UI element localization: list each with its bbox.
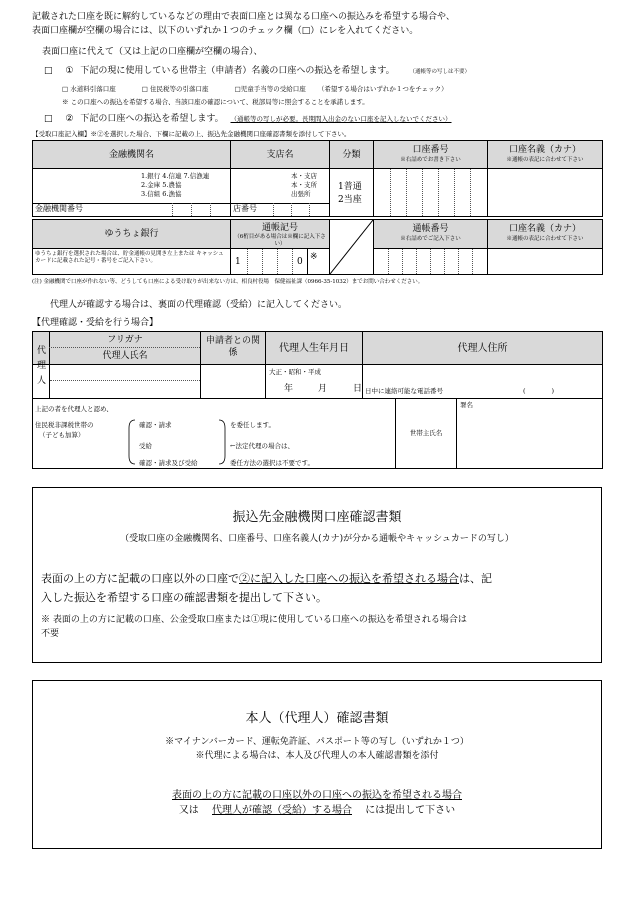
bank-types-2: 2.金庫 5.農協	[141, 181, 182, 189]
bank-types-3: 3.信組 6.漁協	[141, 190, 182, 198]
proxy-name-input[interactable]	[50, 381, 200, 398]
bank-table	[32, 140, 603, 217]
proxy-phone-input[interactable]: ( )	[523, 387, 555, 395]
id-doc-title: 本人（代理人）確認書類	[245, 711, 389, 726]
bank-doc-body-a: 表面の上の方に記載の口座以外の口座で	[41, 572, 239, 585]
yucho-number-input[interactable]	[374, 249, 487, 274]
yucho-note: ゆうちょ銀行を選択された場合は、貯金通帳の見開き左上または キャッシュカードに記載された記号・番号をご記入下さい。	[35, 251, 224, 264]
bank-doc-title: 振込先金融機関口座確認書類	[232, 510, 402, 525]
option2-text: 下記の口座への振込を希望します。	[80, 114, 224, 124]
intro-line-1: 記載された口座を既に解約しているなどの理由で表面口座とは異なる口座への振込みを希望する場合や、	[32, 12, 455, 22]
branch-types-3: 出張所	[291, 190, 311, 198]
option1-text: 下記の現に使用している世帯主（申請者）名義の口座への振込を希望します。	[80, 66, 395, 76]
proxy-household-1: 住民税非課税世帯の	[35, 421, 94, 429]
account-type-2[interactable]: 2当座	[338, 195, 362, 205]
id-doc-box	[32, 680, 602, 849]
yucho-symbol-header: 通帳記号	[261, 223, 298, 233]
id-doc-line-3: 表面の上の方に記載の口座以外の口座への振込を希望される場合	[172, 790, 462, 801]
id-doc-line-4-underline: 代理人が確認（受給）する場合	[212, 805, 352, 816]
bank-header-account: 口座番号	[412, 145, 449, 155]
option1-sub-tax[interactable]: □ 住民税等の引落口座	[141, 85, 209, 93]
option1-sub-water[interactable]: □ 水道料引落口座	[62, 85, 116, 93]
id-doc-line-2: ※代理による場合は、本人及び代理人の本人確認書類を添付	[195, 751, 439, 761]
option1-sub-note: （希望する場合はいずれか１つをチェック）	[317, 85, 448, 93]
proxy-relation-input[interactable]	[201, 365, 265, 398]
proxy-era[interactable]: 大正・昭和・平成	[269, 368, 321, 376]
bank-header-account-sub: ※右詰めでお書き下さい	[400, 157, 461, 163]
proxy-delegate-suffix: を委任します。	[230, 421, 275, 429]
option2-number: ②	[65, 114, 74, 124]
id-doc-line-4	[33, 804, 601, 817]
option1-sub-allowance[interactable]: □児童手当等の受給口座	[234, 85, 306, 93]
branch-code-label: 店番号	[233, 204, 257, 213]
bank-header-holder: 口座名義（カナ）	[508, 145, 581, 155]
proxy-legal-1: ←法定代理の場合は、	[230, 442, 294, 450]
proxy-option-1[interactable]: 確認・請求	[139, 421, 172, 429]
account-type-1[interactable]: 1普通	[338, 182, 362, 192]
proxy-section-label: 【代理確認・受給を行う場合】	[32, 318, 159, 328]
id-doc-line-1: ※マイナンバーカード、運転免許証、パスポート等の写し（いずれか１つ）	[165, 737, 469, 747]
bank-doc-subtitle: （受取口座の金融機関名、口座番号、口座名義人(カナ)が分かる通帳やキャッシュカードの写し）	[120, 534, 514, 544]
option1-sub-row	[62, 85, 448, 93]
bank-types-1: 1.銀行 4.信連 7.信漁連	[141, 172, 210, 180]
option1-checkbox[interactable]: □	[44, 66, 53, 76]
bank-header-type: 分類	[342, 150, 361, 160]
id-doc-line-4-a: 又は	[178, 805, 199, 816]
yucho-holder-header: 口座名義（カナ）	[508, 224, 581, 234]
proxy-name-header: 代理人氏名	[102, 351, 148, 361]
bank-section-label: 【受取口座記入欄】※②を選択した場合、下欄に記載の上、振込先金融機関口座確認書類を添付して下さい。	[32, 130, 351, 138]
yucho-number-sub: ※右詰めでご記入下さい	[400, 236, 461, 242]
yucho-diagonal	[330, 220, 373, 274]
id-doc-line-4-b: には提出して下さい	[365, 805, 456, 816]
proxy-signature-field[interactable]	[457, 412, 602, 468]
bank-doc-body-2: 入した振込を希望する口座の確認書類を提出して下さい。	[41, 591, 327, 604]
bank-header-branch: 支店名	[266, 150, 294, 160]
proxy-address-input[interactable]	[363, 365, 602, 385]
option2-row	[44, 113, 452, 125]
yucho-holder-input[interactable]	[488, 249, 602, 274]
proxy-table	[32, 331, 603, 469]
branch-types-1: 本・支店	[291, 172, 317, 180]
bank-doc-body-b: は、記	[459, 572, 492, 585]
option2-checkbox[interactable]: □	[44, 114, 53, 124]
option2-note: （通帳等の写しが必要。長期間入出金のない口座を記入しないでください）	[230, 115, 452, 123]
option1-row	[44, 65, 470, 77]
account-holder-input[interactable]	[488, 169, 602, 216]
proxy-side-2: 理	[37, 361, 47, 371]
bank-doc-note-2: 不要	[41, 629, 60, 639]
bank-doc-body-1	[41, 572, 492, 586]
yucho-symbol-input[interactable]	[231, 249, 329, 274]
proxy-furigana-header: フリガナ	[107, 335, 143, 345]
proxy-delegate-line: 上記の者を代理人と認め、	[35, 405, 113, 413]
account-number-input[interactable]	[374, 169, 487, 216]
proxy-address-header: 代理人住所	[457, 343, 508, 354]
proxy-side-3: 人	[37, 376, 47, 386]
option1-note: （通帳等の写しは不要）	[409, 69, 471, 75]
intro-line-2: 表面口座欄が空欄の場合には、以下のいずれか１つのチェック欄（□）にレを入れてください。	[32, 26, 419, 36]
proxy-intro: 代理人が確認する場合は、裏面の代理確認（受給）に記入してください。	[50, 300, 348, 310]
bank-note: (注) 金融機関で口座が作れない等、どうしても口座による受け取りが出来ない方は、相良村役場 保健福祉課（0966-35-1032）までお問い合わせください。	[32, 279, 424, 285]
proxy-phone-label: 日中に連絡可能な電話番号	[365, 387, 443, 395]
yucho-number-header: 通帳番号	[412, 224, 449, 234]
proxy-birth-month: 月	[318, 384, 328, 394]
proxy-birth-day: 日	[353, 384, 363, 394]
proxy-option-3[interactable]: 確認・請求及び受給	[139, 459, 198, 467]
intro-line-3: 表面口座に代えて（又は上記の口座欄が空欄の場合）、	[42, 47, 263, 57]
proxy-household-2: （子ども加算）	[39, 431, 85, 439]
bank-doc-body-underline: ②に記入した口座への振込を希望される場合	[239, 572, 459, 585]
yucho-name: ゆうちょ銀行	[104, 229, 159, 239]
yucho-holder-sub: ※通帳の表記に合わせて下さい	[506, 236, 584, 242]
yucho-symbol-mark: ※	[310, 252, 318, 262]
yucho-table	[32, 219, 603, 275]
proxy-side-1: 代	[37, 346, 47, 356]
branch-code-input[interactable]	[273, 203, 329, 216]
option1-consent: ※ この口座への振込を希望する場合、当該口座の確認について、税部局等に照会することを承諾します。	[62, 98, 369, 106]
yucho-symbol-sub: （6桁目がある場合は※欄に記入下さい）	[234, 234, 326, 247]
yucho-symbol-digit-0: 0	[297, 257, 303, 267]
proxy-option-2[interactable]: 受給	[139, 442, 152, 450]
proxy-birth-year: 年	[284, 384, 294, 394]
bank-doc-box	[32, 487, 602, 663]
option1-number: ①	[65, 66, 74, 76]
proxy-head-name-label: 世帯主氏名	[409, 429, 443, 437]
yucho-symbol-digit-1: 1	[235, 257, 241, 267]
bank-code-input[interactable]	[153, 203, 230, 216]
proxy-relation-header: 申請者との関係	[205, 336, 260, 358]
bank-header-holder-sub: ※通帳の表記に合わせて下さい	[506, 157, 584, 163]
proxy-signature-label: 署名	[460, 401, 473, 409]
proxy-furigana-input[interactable]	[50, 365, 200, 381]
proxy-birth-header: 代理人生年月日	[279, 343, 349, 354]
proxy-legal-2: 委任方法の選択は不要です。	[230, 459, 314, 467]
branch-types-2: 本・支所	[291, 181, 317, 189]
bank-code-label: 金融機関番号	[35, 204, 83, 213]
bank-header-name: 金融機関名	[108, 150, 154, 160]
bank-doc-note-1: ※ 表面の上の方に記載の口座、公金受取口座または①現に使用している口座への振込を希望される場合は	[41, 615, 467, 625]
